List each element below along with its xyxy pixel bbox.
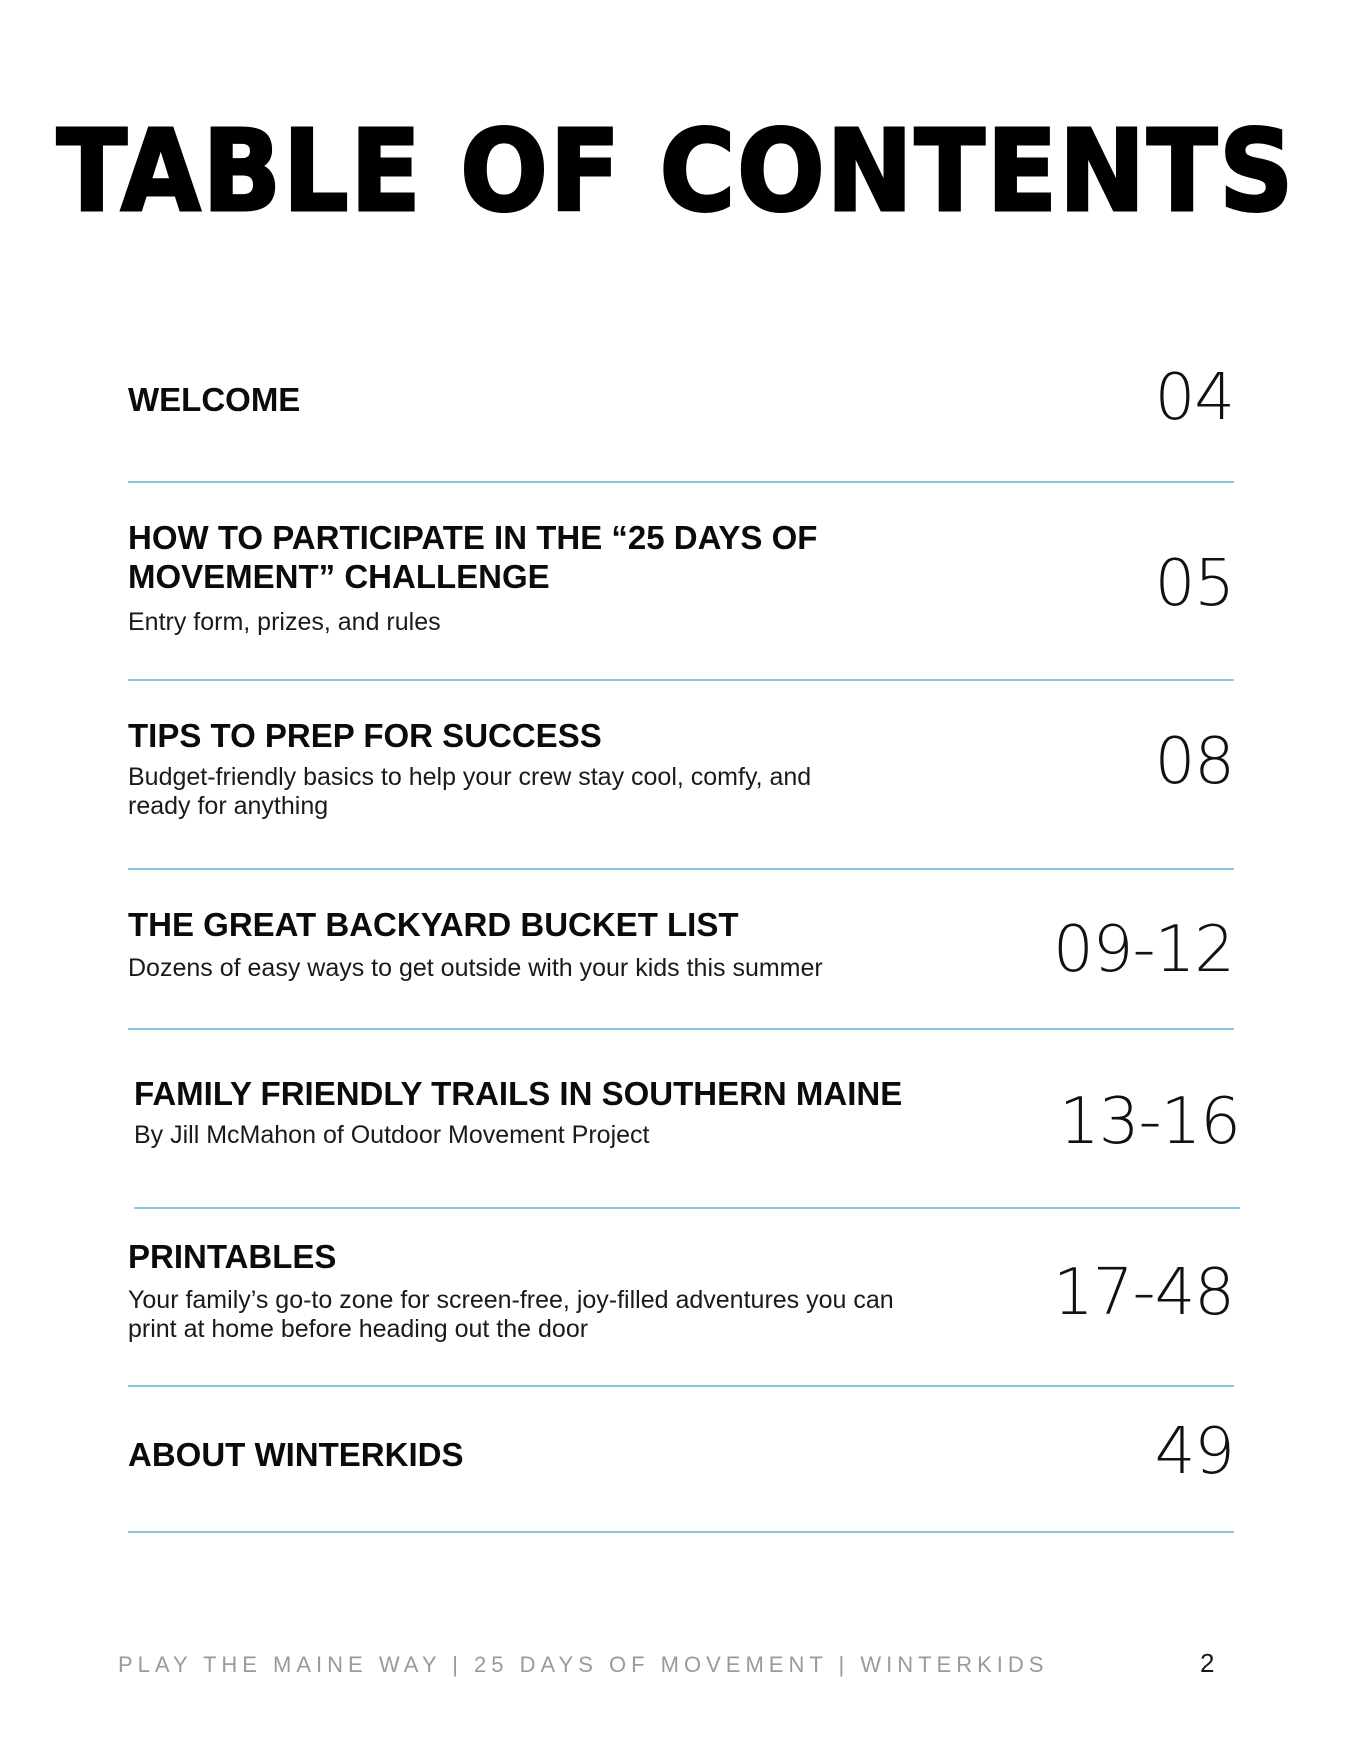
toc-entry-heading: ABOUT WINTERKIDS: [128, 1436, 464, 1473]
toc-entry-welcome[interactable]: [128, 361, 1234, 470]
toc-entry-page-number: 08: [1154, 725, 1234, 799]
toc-divider: [128, 481, 1234, 483]
toc-divider: [128, 1531, 1234, 1533]
toc-entry-tips-to-prep[interactable]: [128, 716, 1234, 866]
toc-divider: [134, 1207, 1240, 1209]
toc-entry-heading: FAMILY FRIENDLY TRAILS IN SOUTHERN MAINE: [134, 1075, 903, 1112]
toc-entry-heading: THE GREAT BACKYARD BUCKET LIST: [128, 906, 739, 943]
toc-entry-heading: PRINTABLES: [128, 1238, 337, 1275]
toc-divider: [128, 679, 1234, 681]
toc-entry-family-friendly-trails[interactable]: [134, 1074, 1240, 1184]
toc-entry-description: Dozens of easy ways to get outside with your kids this summer: [128, 954, 823, 982]
toc-entry-page-number: 05: [1154, 547, 1234, 621]
toc-entry-description: Entry form, prizes, and rules: [128, 608, 441, 636]
toc-divider: [128, 1028, 1234, 1030]
toc-entry-page-number: 17-48: [1053, 1256, 1234, 1330]
footer-page-number: 2: [1200, 1648, 1215, 1678]
toc-entry-backyard-bucket-list[interactable]: [128, 905, 1234, 1015]
toc-entry-how-to-participate[interactable]: [128, 518, 1234, 668]
toc-entry-description: Your family’s go-to zone for screen-free, joy-filled adventures you can print at home before heading out the door: [128, 1286, 894, 1343]
toc-entry-about-winterkids[interactable]: [128, 1415, 1234, 1530]
toc-entry-page-number: 13-16: [1059, 1085, 1240, 1159]
toc-entry-heading: WELCOME: [128, 381, 301, 418]
toc-entry-page-number: 49: [1154, 1415, 1234, 1489]
toc-entry-heading: TIPS TO PREP FOR SUCCESS: [128, 717, 602, 754]
toc-entry-description: By Jill McMahon of Outdoor Movement Project: [134, 1121, 650, 1149]
toc-divider: [128, 868, 1234, 870]
toc-entry-page-number: 09-12: [1053, 913, 1234, 987]
page-title: TABLE OF CONTENTS: [56, 107, 1296, 237]
toc-entry-page-number: 04: [1154, 361, 1234, 435]
footer-text: PLAY THE MAINE WAY | 25 DAYS OF MOVEMENT | WINTERKIDS: [118, 1652, 1049, 1677]
toc-entry-heading: HOW TO PARTICIPATE IN THE “25 DAYS OF MOVEMENT” CHALLENGE: [128, 519, 818, 595]
toc-entry-description: Budget-friendly basics to help your crew stay cool, comfy, and ready for anything: [128, 763, 812, 820]
toc-entry-printables[interactable]: [128, 1237, 1234, 1367]
toc-divider: [128, 1385, 1234, 1387]
